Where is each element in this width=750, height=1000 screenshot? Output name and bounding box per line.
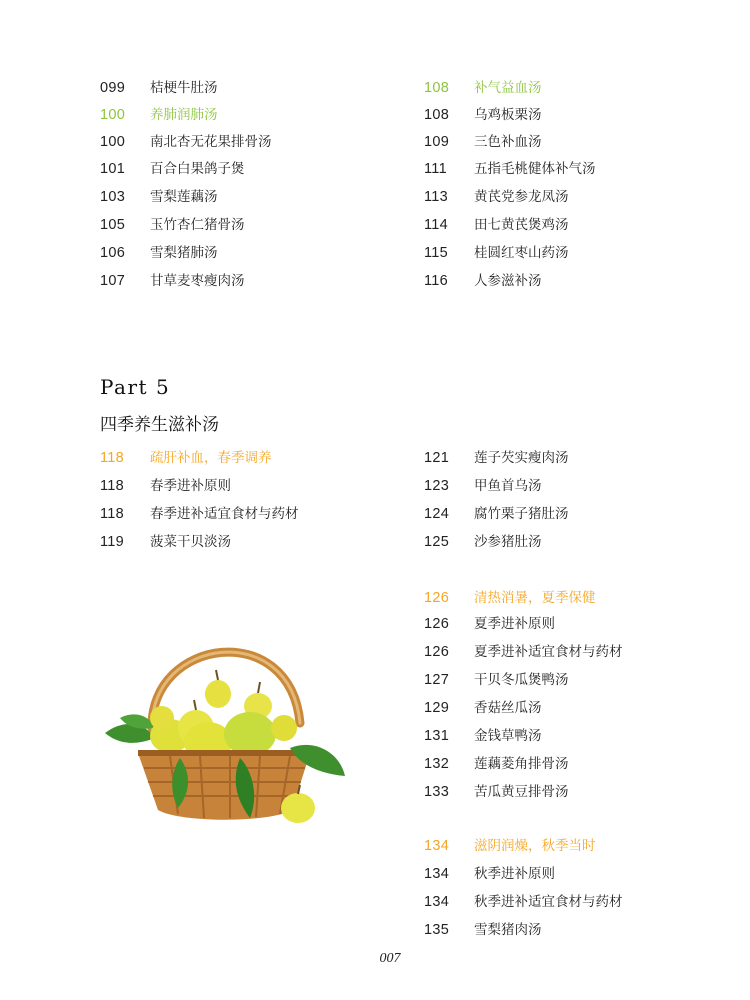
entry-title: 桂圆红枣山药汤 <box>474 245 569 261</box>
entry-page-number: 133 <box>424 784 450 800</box>
toc-entry <box>424 104 542 126</box>
entry-page-number: 124 <box>424 506 450 522</box>
entry-page-number: 101 <box>100 161 126 177</box>
entry-page-number: 108 <box>424 80 450 96</box>
entry-title: 人参滋补汤 <box>474 273 542 289</box>
entry-page-number: 121 <box>424 450 450 466</box>
entry-page-number: 119 <box>100 534 125 550</box>
entry-page-number: 111 <box>424 161 447 177</box>
toc-entry <box>424 697 542 719</box>
entry-title: 春季进补原则 <box>150 478 231 494</box>
entry-title: 补气益血汤 <box>474 80 542 96</box>
toc-entry <box>424 158 596 180</box>
entry-page-number: 126 <box>424 590 450 606</box>
entry-page-number: 126 <box>424 644 450 660</box>
entry-page-number: 125 <box>424 534 450 550</box>
toc-entry <box>100 242 218 264</box>
toc-entry <box>424 242 569 264</box>
entry-page-number: 115 <box>424 245 449 261</box>
toc-entry <box>424 781 569 803</box>
toc-section-heading <box>424 77 542 99</box>
entry-title: 百合白果鸽子煲 <box>150 161 245 177</box>
entry-title: 金钱草鸭汤 <box>474 728 542 744</box>
entry-title: 夏季进补原则 <box>474 616 555 632</box>
toc-section-heading <box>424 587 596 609</box>
entry-title: 雪梨莲藕汤 <box>150 189 218 205</box>
toc-entry <box>424 641 623 663</box>
entry-title: 干贝冬瓜煲鸭汤 <box>474 672 569 688</box>
toc-entry <box>424 863 555 885</box>
entry-title: 莲子芡实瘦肉汤 <box>474 450 569 466</box>
entry-title: 五指毛桃健体补气汤 <box>474 161 596 177</box>
entry-page-number: 132 <box>424 756 450 772</box>
entry-page-number: 134 <box>424 894 450 910</box>
entry-title: 甲鱼首乌汤 <box>474 478 542 494</box>
toc-entry <box>100 158 245 180</box>
entry-title: 疏肝补血，春季调养 <box>150 450 272 466</box>
entry-title: 腐竹栗子猪肚汤 <box>474 506 569 522</box>
entry-title: 甘草麦枣瘦肉汤 <box>150 273 245 289</box>
toc-entry <box>100 475 231 497</box>
toc-section-heading <box>100 447 272 469</box>
entry-title: 雪梨猪肉汤 <box>474 922 542 938</box>
toc-entry <box>424 270 542 292</box>
toc-entry <box>424 186 569 208</box>
toc-entry <box>424 919 542 941</box>
toc-entry <box>100 270 245 292</box>
toc-entry <box>424 669 569 691</box>
entry-page-number: 127 <box>424 672 450 688</box>
entry-page-number: 103 <box>100 189 126 205</box>
toc-entry <box>424 725 542 747</box>
entry-title: 清热消暑，夏季保健 <box>474 590 596 606</box>
entry-title: 香菇丝瓜汤 <box>474 700 542 716</box>
page-number: 007 <box>379 951 401 966</box>
entry-page-number: 118 <box>100 450 125 466</box>
entry-title: 三色补血汤 <box>474 134 542 150</box>
entry-title: 秋季进补适宜食材与药材 <box>474 894 623 910</box>
entry-page-number: 118 <box>100 506 125 522</box>
toc-entry <box>100 531 231 553</box>
toc-entry <box>424 475 542 497</box>
entry-page-number: 100 <box>100 134 126 150</box>
entry-page-number: 108 <box>424 107 450 123</box>
entry-title: 养肺润肺汤 <box>150 107 218 123</box>
entry-page-number: 116 <box>424 273 449 289</box>
entry-title: 桔梗牛肚汤 <box>150 80 218 96</box>
entry-page-number: 107 <box>100 273 126 289</box>
entry-title: 春季进补适宜食材与药材 <box>150 506 299 522</box>
entry-title: 苦瓜黄豆排骨汤 <box>474 784 569 800</box>
entry-title: 田七黄芪煲鸡汤 <box>474 217 569 233</box>
entry-page-number: 123 <box>424 478 450 494</box>
entry-title: 黄芪党参龙凤汤 <box>474 189 569 205</box>
entry-page-number: 135 <box>424 922 450 938</box>
entry-title: 雪梨猪肺汤 <box>150 245 218 261</box>
toc-entry <box>424 531 542 553</box>
entry-page-number: 131 <box>424 728 450 744</box>
entry-page-number: 105 <box>100 217 126 233</box>
toc-section-heading <box>100 104 218 126</box>
pear-basket-illustration <box>100 618 350 833</box>
entry-page-number: 118 <box>100 478 125 494</box>
toc-entry <box>100 186 218 208</box>
toc-entry <box>424 214 569 236</box>
entry-page-number: 099 <box>100 80 126 96</box>
entry-page-number: 114 <box>424 217 449 233</box>
toc-entry <box>424 891 623 913</box>
toc-entry <box>424 447 569 469</box>
toc-entry <box>100 214 245 236</box>
entry-title: 南北杏无花果排骨汤 <box>150 134 272 150</box>
toc-entry <box>424 131 542 153</box>
part-title: Part 5 <box>100 375 171 399</box>
toc-entry <box>100 77 218 99</box>
entry-title: 沙参猪肚汤 <box>474 534 542 550</box>
toc-entry <box>424 613 555 635</box>
entry-page-number: 109 <box>424 134 450 150</box>
entry-page-number: 134 <box>424 838 450 854</box>
entry-page-number: 106 <box>100 245 126 261</box>
entry-page-number: 129 <box>424 700 450 716</box>
entry-page-number: 126 <box>424 616 450 632</box>
entry-title: 滋阴润燥，秋季当时 <box>474 838 596 854</box>
toc-entry <box>424 753 569 775</box>
toc-entry <box>424 503 569 525</box>
toc-section-heading <box>424 835 596 857</box>
part-subtitle: 四季养生滋补汤 <box>100 415 219 435</box>
entry-title: 秋季进补原则 <box>474 866 555 882</box>
entry-title: 乌鸡板栗汤 <box>474 107 542 123</box>
entry-page-number: 134 <box>424 866 450 882</box>
entry-title: 菠菜干贝淡汤 <box>150 534 231 550</box>
entry-page-number: 100 <box>100 107 126 123</box>
entry-title: 夏季进补适宜食材与药材 <box>474 644 623 660</box>
entry-title: 玉竹杏仁猪骨汤 <box>150 217 245 233</box>
entry-page-number: 113 <box>424 189 449 205</box>
entry-title: 莲藕菱角排骨汤 <box>474 756 569 772</box>
toc-entry <box>100 503 299 525</box>
toc-entry <box>100 131 272 153</box>
